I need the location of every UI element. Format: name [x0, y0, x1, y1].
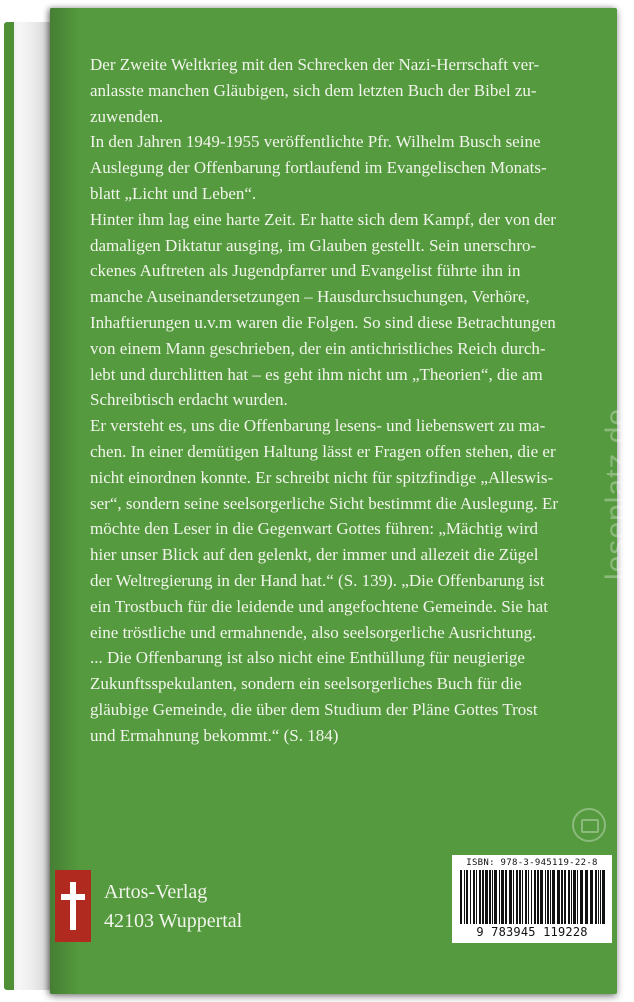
- barcode-digits: 9 783945 119228: [476, 925, 588, 939]
- barcode-bar: [482, 870, 484, 924]
- barcode-bar: [485, 870, 488, 924]
- barcode-bar: [550, 870, 551, 924]
- blurb-line: Schreibtisch erdacht wurden.: [90, 390, 288, 410]
- publisher-info: [104, 878, 242, 936]
- barcode-bar: [473, 870, 475, 924]
- barcode-bar: [464, 870, 465, 924]
- blurb-line: möchte den Leser in die Gegenwart Gottes führen: „Mächtig wird: [90, 519, 538, 539]
- barcode-bar: [602, 870, 605, 924]
- barcode-bar: [561, 870, 563, 924]
- blurb-line: chen. In einer demütigen Haltung lässt er Fragen offen stehen, die er: [90, 441, 556, 461]
- blurb-line: damaligen Diktatur ausging, im Glauben gestellt. Sein unerschro-: [90, 235, 537, 255]
- barcode-bar: [595, 870, 597, 924]
- blurb-line: blatt „Licht und Leben“.: [90, 183, 257, 203]
- barcode-bar: [513, 870, 514, 924]
- blurb-line: ser“, sondern seine seelsorgerliche Sicht bestimmt die Auslegung. Er: [90, 493, 559, 513]
- barcode-bar: [460, 870, 462, 924]
- back-cover-blurb: [90, 52, 598, 749]
- blurb-line: von einem Mann geschrieben, der ein antichristliches Reich durch-: [90, 338, 546, 358]
- barcode-bar: [547, 870, 549, 924]
- barcode-bar: [540, 870, 543, 924]
- isbn-barcode: [452, 855, 612, 943]
- blurb-line: Auslegung der Offenbarung fortlaufend im Evangelischen Monats-: [90, 158, 547, 178]
- blurb-line: gläubige Gemeinde, die über dem Studium der Pläne Gottes Trost: [90, 699, 538, 719]
- barcode-bar: [600, 870, 601, 924]
- cross-icon: [55, 870, 91, 942]
- barcode-bar: [598, 870, 599, 924]
- barcode-bar: [476, 870, 477, 924]
- isbn-label: ISBN: 978-3-945119-22-8: [466, 858, 598, 868]
- blurb-line: Inhaftierungen u.v.m waren die Folgen. So sind diese Betrachtungen: [90, 312, 556, 332]
- barcode-bar: [552, 870, 555, 924]
- barcode-bar: [479, 870, 481, 924]
- blurb-line: der Weltregierung in der Hand hat.“ (S. 139). „Die Offenbarung ist: [90, 570, 545, 590]
- blurb-line: Hinter ihm lag eine harte Zeit. Er hatte sich dem Kampf, der von der: [90, 209, 556, 229]
- barcode-bar: [499, 870, 500, 924]
- barcode-bar: [571, 870, 572, 924]
- blurb-line: Er versteht es, uns die Offenbarung lesens- und liebenswert zu ma-: [90, 416, 546, 436]
- barcode-bar: [522, 870, 523, 924]
- barcode-bar: [501, 870, 504, 924]
- barcode-bar: [580, 870, 583, 924]
- barcode-bar: [492, 870, 493, 924]
- barcode-bar: [564, 870, 566, 924]
- barcode-bar: [505, 870, 507, 924]
- watermark-text: leseplatz.de: [600, 407, 633, 580]
- barcode-bar: [528, 870, 529, 924]
- barcode-bar: [590, 870, 593, 924]
- blurb-line: In den Jahren 1949-1955 veröffentlichte Pfr. Wilhelm Busch seine: [90, 132, 541, 152]
- barcode-bar: [557, 870, 560, 924]
- blurb-line: lebt und durchlitten hat – es geht ihm nicht um „Theorien“, die am: [90, 364, 543, 384]
- barcode-bar: [534, 870, 536, 924]
- blurb-line: ein Trostbuch für die leidende und angefochtene Gemeinde. Sie hat: [90, 596, 548, 616]
- blurb-line: Der Zweite Weltkrieg mit den Schrecken der Nazi-Herrschaft ver-: [90, 55, 540, 74]
- barcode-bar: [466, 870, 468, 924]
- barcode-bar: [470, 870, 471, 924]
- barcode-bar: [489, 870, 491, 924]
- barcode-bar: [531, 870, 532, 924]
- blurb-line: und Ermahnung bekommt.“ (S. 184): [90, 725, 339, 745]
- blurb-line: eine tröstliche und ermahnende, also seelsorgerliche Ausrichtung.: [90, 622, 537, 642]
- blurb-line: zuwenden.: [90, 106, 164, 126]
- blurb-line: ... Die Offenbarung ist also nicht eine Enthüllung für neugierige: [90, 648, 525, 668]
- book-spine: [4, 22, 14, 990]
- barcode-bar: [545, 870, 546, 924]
- blurb-line: anlasste manchen Gläubigen, sich dem letzten Buch der Bibel zu-: [90, 80, 537, 100]
- blurb-line: manche Auseinandersetzungen – Hausdurchsuchungen, Verhöre,: [90, 287, 530, 307]
- barcode-bar: [516, 870, 518, 924]
- publisher-name: Artos-Verlag: [104, 881, 208, 903]
- blurb-line: nicht einordnen konnte. Er schreibt nicht für spitzfindige „Alleswis-: [90, 467, 554, 487]
- barcode-bar: [519, 870, 521, 924]
- barcode-bar: [537, 870, 539, 924]
- barcode-bar: [509, 870, 512, 924]
- barcode-bar: [577, 870, 578, 924]
- barcode-bar: [494, 870, 497, 924]
- barcode-bar: [525, 870, 527, 924]
- publisher-city: 42103 Wuppertal: [104, 910, 243, 932]
- barcode-bars: [458, 870, 606, 924]
- blurb-line: hier unser Blick auf den gelenkt, der immer und allezeit die Zügel: [90, 545, 539, 565]
- barcode-bar: [573, 870, 576, 924]
- barcode-bar: [568, 870, 570, 924]
- barcode-bar: [585, 870, 588, 924]
- blurb-line: ckenes Auftreten als Jugendpfarrer und Evangelist führte ihn in: [90, 261, 521, 281]
- blurb-line: Zukunftsspekulanten, sondern ein seelsorgerliches Buch für die: [90, 674, 522, 694]
- book-badge-icon: [572, 808, 606, 842]
